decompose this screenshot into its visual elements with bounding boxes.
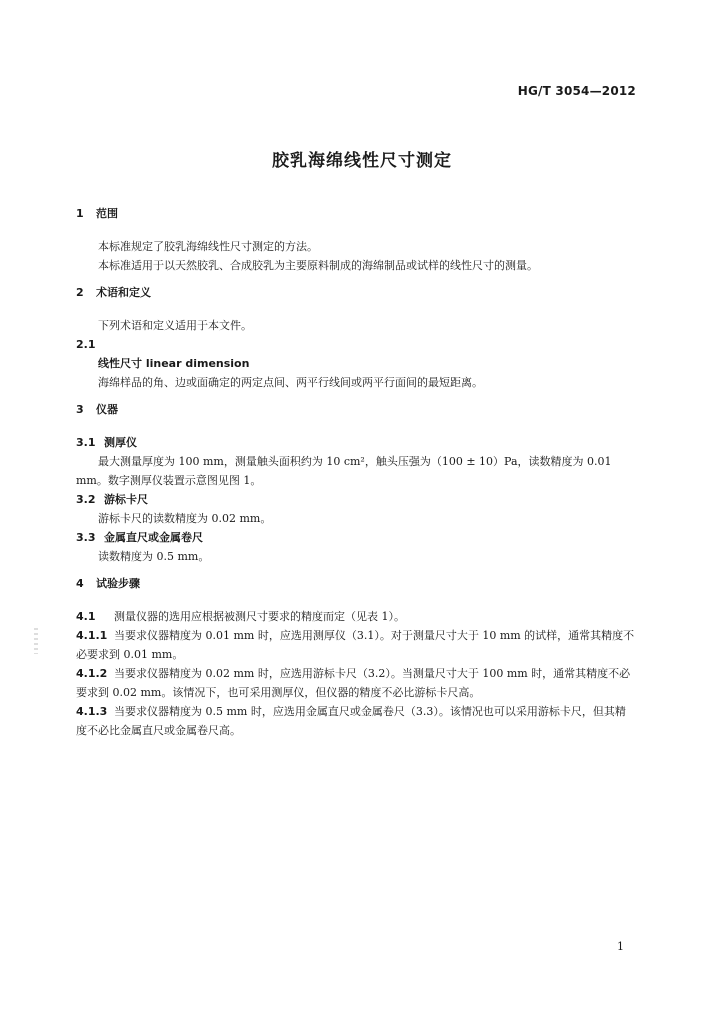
- section-number: 4: [76, 577, 84, 590]
- subsection-4-1-1: [76, 626, 636, 664]
- section-1-heading: [76, 204, 636, 223]
- subsection-text: 当要求仪器精度为 0.02 mm 时，应选用游标卡尺（3.2）。当测量尺寸大于 100 mm 时，通常其精度不必要求到 0.02 mm。该情况下，也可采用测厚仪，但仪器的精度不必比游标卡尺高。: [76, 667, 631, 699]
- document-body: [76, 204, 636, 740]
- subsection-4-1: [76, 607, 636, 626]
- subsection-3-2-text: 游标卡尺的读数精度为 0.02 mm。: [98, 512, 272, 525]
- subsection-number: 4.1.3: [76, 705, 108, 718]
- section-number: 3: [76, 403, 84, 416]
- subsection-number: 3.2: [76, 493, 96, 506]
- subsection-3-2-heading: [76, 490, 636, 509]
- subsection-text: 当要求仪器精度为 0.5 mm 时，应选用金属直尺或金属卷尺（3.3）。该情况也可以采用游标卡尺，但其精度不必比金属直尺或金属卷尺高。: [76, 705, 626, 737]
- section-title: 范围: [96, 207, 118, 220]
- section-1-paragraph-2: 本标准适用于以天然胶乳、合成胶乳为主要原料制成的海绵制品或试样的线性尺寸的测量。: [98, 259, 538, 272]
- subsection-number: 3.1: [76, 436, 96, 449]
- subsection-3-1-heading: [76, 433, 636, 452]
- subsection-3-1-text: 最大测量厚度为 100 mm，测量触头面积约为 10 cm²，触头压强为（100 ± 10）Pa，读数精度为 0.01 mm。数字测厚仪装置示意图见图 1。: [76, 455, 612, 487]
- scan-artifact: [34, 628, 38, 654]
- section-title: 试验步骤: [96, 577, 140, 590]
- subsection-3-3-heading: [76, 528, 636, 547]
- section-2-paragraph-1: 下列术语和定义适用于本文件。: [98, 319, 252, 332]
- subsection-number: 3.3: [76, 531, 96, 544]
- subsection-title: 金属直尺或金属卷尺: [104, 531, 203, 544]
- subsection-3-3-text: 读数精度为 0.5 mm。: [98, 550, 210, 563]
- section-number: 2: [76, 286, 84, 299]
- section-4-heading: [76, 574, 636, 593]
- section-1-paragraph-1: 本标准规定了胶乳海绵线性尺寸测定的方法。: [98, 240, 318, 253]
- section-3-heading: [76, 400, 636, 419]
- subsection-title: 测厚仪: [104, 436, 137, 449]
- term-name: 线性尺寸 linear dimension: [98, 357, 250, 370]
- standard-code: HG/T 3054—2012: [517, 84, 636, 98]
- subsection-title: 游标卡尺: [104, 493, 148, 506]
- term-number: 2.1: [76, 338, 96, 351]
- section-title: 仪器: [96, 403, 118, 416]
- document-title: 胶乳海绵线性尺寸测定: [272, 151, 452, 171]
- subsection-number: 4.1.1: [76, 629, 108, 642]
- subsection-text: 测量仪器的选用应根据被测尺寸要求的精度而定（见表 1）。: [114, 610, 405, 623]
- subsection-text: 当要求仪器精度为 0.01 mm 时，应选用测厚仪（3.1）。对于测量尺寸大于 10 mm 的试样，通常其精度不必要求到 0.01 mm。: [76, 629, 635, 661]
- page-number: 1: [617, 940, 624, 953]
- subsection-4-1-3: [76, 702, 636, 740]
- subsection-number: 4.1: [76, 610, 96, 623]
- subsection-number: 4.1.2: [76, 667, 108, 680]
- section-title: 术语和定义: [96, 286, 151, 299]
- section-number: 1: [76, 207, 84, 220]
- term-definition: 海绵样品的角、边或面确定的两定点间、两平行线间或两平行面间的最短距离。: [98, 376, 483, 389]
- subsection-4-1-2: [76, 664, 636, 702]
- section-2-heading: [76, 283, 636, 302]
